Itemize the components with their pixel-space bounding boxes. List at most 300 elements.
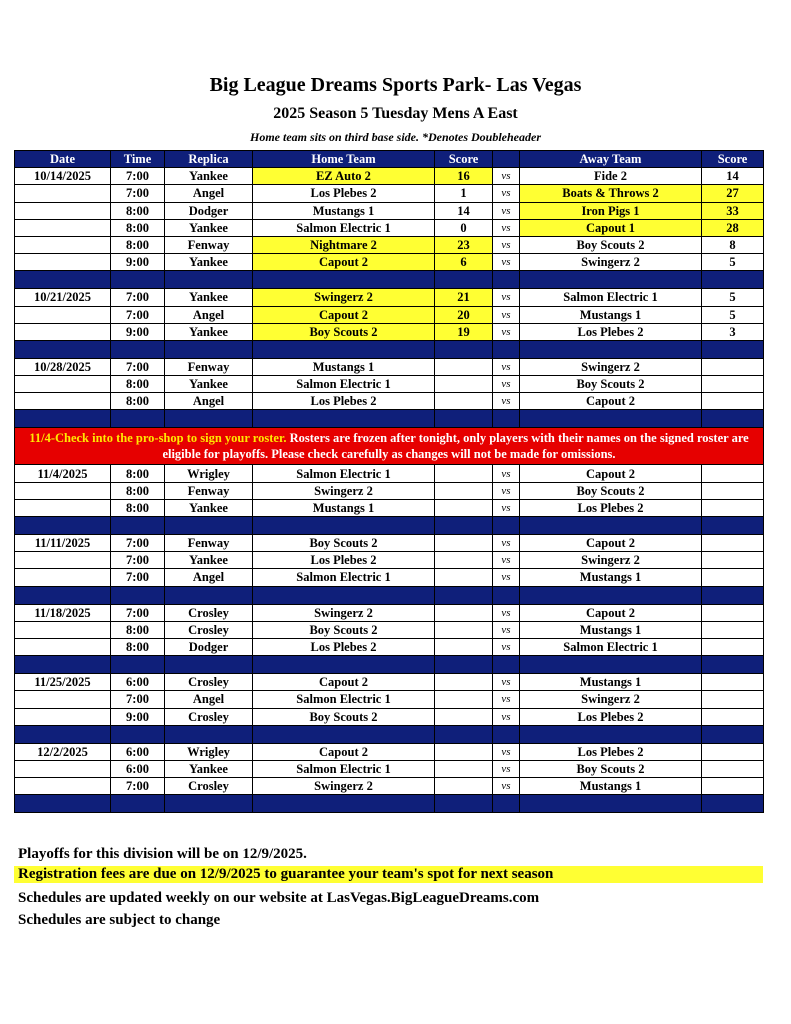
game-row [15,708,764,725]
game-time: 7:00 [111,358,165,375]
vs-label: vs [493,552,520,569]
away-score: 3 [702,323,764,340]
vs-label: vs [493,202,520,219]
header-away-team: Away Team [520,151,702,168]
away-score [702,621,764,638]
away-score: 28 [702,219,764,236]
roster-notice-highlight: 11/4-Check into the pro-shop to sign your roster. [29,430,287,445]
game-row [15,760,764,777]
separator-cell [111,517,165,535]
game-row [15,202,764,219]
game-date: 10/14/2025 [15,168,111,185]
game-date [15,778,111,795]
game-time: 8:00 [111,621,165,638]
home-team: Capout 2 [253,254,435,271]
away-score [702,674,764,691]
separator-cell [493,586,520,604]
away-score [702,569,764,586]
header-time: Time [111,151,165,168]
separator-cell [253,271,435,289]
home-team: Boy Scouts 2 [253,535,435,552]
game-time: 7:00 [111,552,165,569]
vs-label: vs [493,778,520,795]
game-time: 7:00 [111,604,165,621]
game-time: 7:00 [111,569,165,586]
home-score [435,604,493,621]
game-time: 7:00 [111,691,165,708]
separator-cell [15,517,111,535]
header-away-score: Score [702,151,764,168]
away-team: Boy Scouts 2 [520,760,702,777]
separator-cell [493,795,520,813]
vs-label: vs [493,168,520,185]
vs-label: vs [493,569,520,586]
home-team: Mustangs 1 [253,499,435,516]
vs-label: vs [493,323,520,340]
home-score: 23 [435,236,493,253]
away-team: Mustangs 1 [520,306,702,323]
separator-cell [435,340,493,358]
vs-label: vs [493,674,520,691]
game-replica: Wrigley [165,743,253,760]
home-score [435,569,493,586]
away-score: 27 [702,185,764,202]
game-time: 6:00 [111,743,165,760]
game-replica: Fenway [165,358,253,375]
game-date [15,254,111,271]
home-team: Salmon Electric 1 [253,219,435,236]
separator-cell [520,656,702,674]
separator-cell [702,517,764,535]
game-date [15,621,111,638]
game-replica: Angel [165,185,253,202]
separator-cell [111,725,165,743]
away-team: Capout 1 [520,219,702,236]
game-date [15,638,111,655]
away-score [702,535,764,552]
separator-cell [165,517,253,535]
separator-cell [702,795,764,813]
vs-label: vs [493,638,520,655]
header-home-team: Home Team [253,151,435,168]
home-score [435,393,493,410]
vs-label: vs [493,358,520,375]
game-row [15,306,764,323]
separator-cell [165,725,253,743]
separator-cell [165,586,253,604]
game-time: 8:00 [111,202,165,219]
separator-cell [253,410,435,428]
separator-cell [520,410,702,428]
home-team: Swingerz 2 [253,482,435,499]
separator-cell [15,725,111,743]
away-team: Los Plebes 2 [520,499,702,516]
home-team: Salmon Electric 1 [253,691,435,708]
separator-cell [702,340,764,358]
away-team: Los Plebes 2 [520,323,702,340]
game-replica: Angel [165,569,253,586]
separator-cell [520,795,702,813]
game-date [15,323,111,340]
away-team: Boy Scouts 2 [520,482,702,499]
away-team: Mustangs 1 [520,778,702,795]
home-score: 21 [435,289,493,306]
separator-cell [702,656,764,674]
vs-label: vs [493,289,520,306]
game-row [15,604,764,621]
separator-cell [111,586,165,604]
header-replica: Replica [165,151,253,168]
home-team: Los Plebes 2 [253,552,435,569]
separator-cell [253,340,435,358]
home-team: Swingerz 2 [253,778,435,795]
separator-cell [111,271,165,289]
separator-cell [493,271,520,289]
home-team: Los Plebes 2 [253,185,435,202]
game-replica: Fenway [165,482,253,499]
vs-label: vs [493,393,520,410]
home-team: Salmon Electric 1 [253,465,435,482]
away-score [702,499,764,516]
game-time: 7:00 [111,306,165,323]
game-time: 8:00 [111,219,165,236]
week-separator [15,586,764,604]
away-team: Los Plebes 2 [520,708,702,725]
home-team: Salmon Electric 1 [253,376,435,393]
separator-cell [253,586,435,604]
game-time: 7:00 [111,168,165,185]
home-score: 6 [435,254,493,271]
game-replica: Angel [165,691,253,708]
home-score [435,638,493,655]
game-date [15,760,111,777]
away-team: Salmon Electric 1 [520,289,702,306]
game-replica: Yankee [165,760,253,777]
game-row [15,323,764,340]
game-date [15,393,111,410]
separator-cell [15,271,111,289]
home-score [435,535,493,552]
game-date [15,219,111,236]
game-row [15,499,764,516]
separator-cell [165,340,253,358]
separator-cell [493,517,520,535]
vs-label: vs [493,691,520,708]
home-team: Boy Scouts 2 [253,323,435,340]
header-home-score: Score [435,151,493,168]
home-score [435,674,493,691]
game-replica: Yankee [165,289,253,306]
vs-label: vs [493,376,520,393]
separator-cell [253,656,435,674]
away-score [702,552,764,569]
game-time: 8:00 [111,482,165,499]
game-date [15,708,111,725]
away-team: Boats & Throws 2 [520,185,702,202]
away-score: 5 [702,289,764,306]
away-score: 33 [702,202,764,219]
game-replica: Fenway [165,535,253,552]
separator-cell [253,725,435,743]
game-time: 8:00 [111,376,165,393]
roster-notice-body: Rosters are frozen after tonight, only players with their names on the signed roster are eligible for playoffs. Please check carefully as changes will not be made for omissions. [162,430,749,462]
page-subtitle: 2025 Season 5 Tuesday Mens A East [273,105,518,122]
separator-cell [520,271,702,289]
home-score [435,621,493,638]
game-date: 10/28/2025 [15,358,111,375]
away-team: Capout 2 [520,465,702,482]
away-score [702,482,764,499]
game-replica: Crosley [165,778,253,795]
vs-label: vs [493,306,520,323]
separator-cell [702,410,764,428]
home-score [435,358,493,375]
away-score [702,393,764,410]
playoffs-note: Playoffs for this division will be on 12/9/2025. [18,846,307,862]
away-score: 5 [702,306,764,323]
game-time: 9:00 [111,323,165,340]
away-score: 8 [702,236,764,253]
separator-cell [435,795,493,813]
home-score [435,376,493,393]
separator-cell [253,517,435,535]
away-team: Swingerz 2 [520,358,702,375]
away-team: Capout 2 [520,535,702,552]
game-replica: Crosley [165,604,253,621]
away-score [702,778,764,795]
vs-label: vs [493,499,520,516]
game-row [15,482,764,499]
game-replica: Yankee [165,552,253,569]
game-time: 9:00 [111,708,165,725]
away-team: Salmon Electric 1 [520,638,702,655]
game-time: 8:00 [111,236,165,253]
separator-cell [435,410,493,428]
home-score [435,708,493,725]
away-team: Swingerz 2 [520,691,702,708]
game-row [15,552,764,569]
game-time: 8:00 [111,393,165,410]
home-team: Swingerz 2 [253,604,435,621]
game-replica: Wrigley [165,465,253,482]
week-separator [15,410,764,428]
game-replica: Yankee [165,168,253,185]
game-time: 8:00 [111,499,165,516]
game-time: 7:00 [111,185,165,202]
registration-note: Registration fees are due on 12/9/2025 to guarantee your team's spot for next season [14,866,763,883]
schedule-table [14,150,764,813]
game-time: 6:00 [111,674,165,691]
away-score [702,638,764,655]
separator-cell [111,656,165,674]
separator-cell [702,586,764,604]
week-separator [15,725,764,743]
home-score [435,499,493,516]
game-date: 11/25/2025 [15,674,111,691]
separator-cell [435,517,493,535]
roster-notice-text [15,428,764,465]
game-date [15,552,111,569]
home-score: 14 [435,202,493,219]
home-team: Capout 2 [253,674,435,691]
game-row [15,465,764,482]
subject-note: Schedules are subject to change [18,912,221,928]
away-team: Boy Scouts 2 [520,376,702,393]
game-row [15,638,764,655]
vs-label: vs [493,482,520,499]
away-team: Mustangs 1 [520,621,702,638]
vs-label: vs [493,219,520,236]
roster-notice [15,428,764,465]
separator-cell [111,340,165,358]
home-score [435,482,493,499]
separator-cell [15,410,111,428]
separator-cell [520,517,702,535]
game-row [15,358,764,375]
home-score [435,778,493,795]
separator-cell [165,410,253,428]
away-score: 5 [702,254,764,271]
away-team: Mustangs 1 [520,569,702,586]
separator-cell [493,340,520,358]
vs-label: vs [493,465,520,482]
week-separator [15,795,764,813]
game-row [15,778,764,795]
separator-cell [111,410,165,428]
game-row [15,376,764,393]
away-score: 14 [702,168,764,185]
game-date [15,691,111,708]
game-replica: Angel [165,393,253,410]
game-time: 6:00 [111,760,165,777]
page-title: Big League Dreams Sports Park- Las Vegas [209,74,582,96]
separator-cell [493,725,520,743]
game-replica: Crosley [165,674,253,691]
vs-label: vs [493,743,520,760]
game-replica: Yankee [165,499,253,516]
away-score [702,760,764,777]
vs-label: vs [493,621,520,638]
home-score [435,465,493,482]
game-date [15,499,111,516]
away-score [702,358,764,375]
game-row [15,674,764,691]
vs-label: vs [493,535,520,552]
separator-cell [15,795,111,813]
home-score: 20 [435,306,493,323]
separator-cell [435,271,493,289]
game-date [15,306,111,323]
away-team: Iron Pigs 1 [520,202,702,219]
separator-cell [15,586,111,604]
vs-label: vs [493,760,520,777]
game-row [15,393,764,410]
game-date: 11/4/2025 [15,465,111,482]
game-replica: Crosley [165,708,253,725]
game-date [15,185,111,202]
game-row [15,168,764,185]
home-score: 1 [435,185,493,202]
game-replica: Yankee [165,376,253,393]
away-score [702,743,764,760]
away-score [702,465,764,482]
game-row [15,621,764,638]
header-vs [493,151,520,168]
game-row [15,289,764,306]
game-date [15,569,111,586]
game-row [15,185,764,202]
home-team: Boy Scouts 2 [253,621,435,638]
vs-label: vs [493,708,520,725]
home-team: Capout 2 [253,306,435,323]
separator-cell [165,271,253,289]
game-row [15,569,764,586]
away-team: Capout 2 [520,393,702,410]
away-team: Swingerz 2 [520,254,702,271]
separator-cell [520,340,702,358]
home-team: Boy Scouts 2 [253,708,435,725]
game-date: 11/11/2025 [15,535,111,552]
game-time: 8:00 [111,638,165,655]
game-date: 12/2/2025 [15,743,111,760]
home-team: EZ Auto 2 [253,168,435,185]
separator-cell [702,271,764,289]
game-row [15,691,764,708]
game-date [15,376,111,393]
separator-cell [520,725,702,743]
separator-cell [165,795,253,813]
vs-label: vs [493,185,520,202]
separator-cell [493,410,520,428]
home-score [435,691,493,708]
game-row [15,535,764,552]
game-time: 7:00 [111,535,165,552]
game-replica: Crosley [165,621,253,638]
home-team: Mustangs 1 [253,358,435,375]
separator-cell [702,725,764,743]
away-score [702,376,764,393]
game-date: 10/21/2025 [15,289,111,306]
header-row [15,151,764,168]
game-time: 8:00 [111,465,165,482]
game-replica: Dodger [165,638,253,655]
separator-cell [165,656,253,674]
separator-cell [15,340,111,358]
home-team: Capout 2 [253,743,435,760]
game-replica: Yankee [165,254,253,271]
week-separator [15,656,764,674]
week-separator [15,271,764,289]
home-team: Salmon Electric 1 [253,569,435,586]
away-score [702,708,764,725]
week-separator [15,517,764,535]
away-team: Boy Scouts 2 [520,236,702,253]
game-date [15,236,111,253]
away-score [702,691,764,708]
header-date: Date [15,151,111,168]
website-note: Schedules are updated weekly on our website at LasVegas.BigLeagueDreams.com [18,890,540,906]
page-note: Home team sits on third base side. *Denotes Doubleheader [250,130,541,144]
game-row [15,743,764,760]
home-score: 19 [435,323,493,340]
separator-cell [435,586,493,604]
away-team: Fide 2 [520,168,702,185]
schedule-body [15,168,764,813]
game-date: 11/18/2025 [15,604,111,621]
separator-cell [111,795,165,813]
away-score [702,604,764,621]
home-team: Los Plebes 2 [253,393,435,410]
